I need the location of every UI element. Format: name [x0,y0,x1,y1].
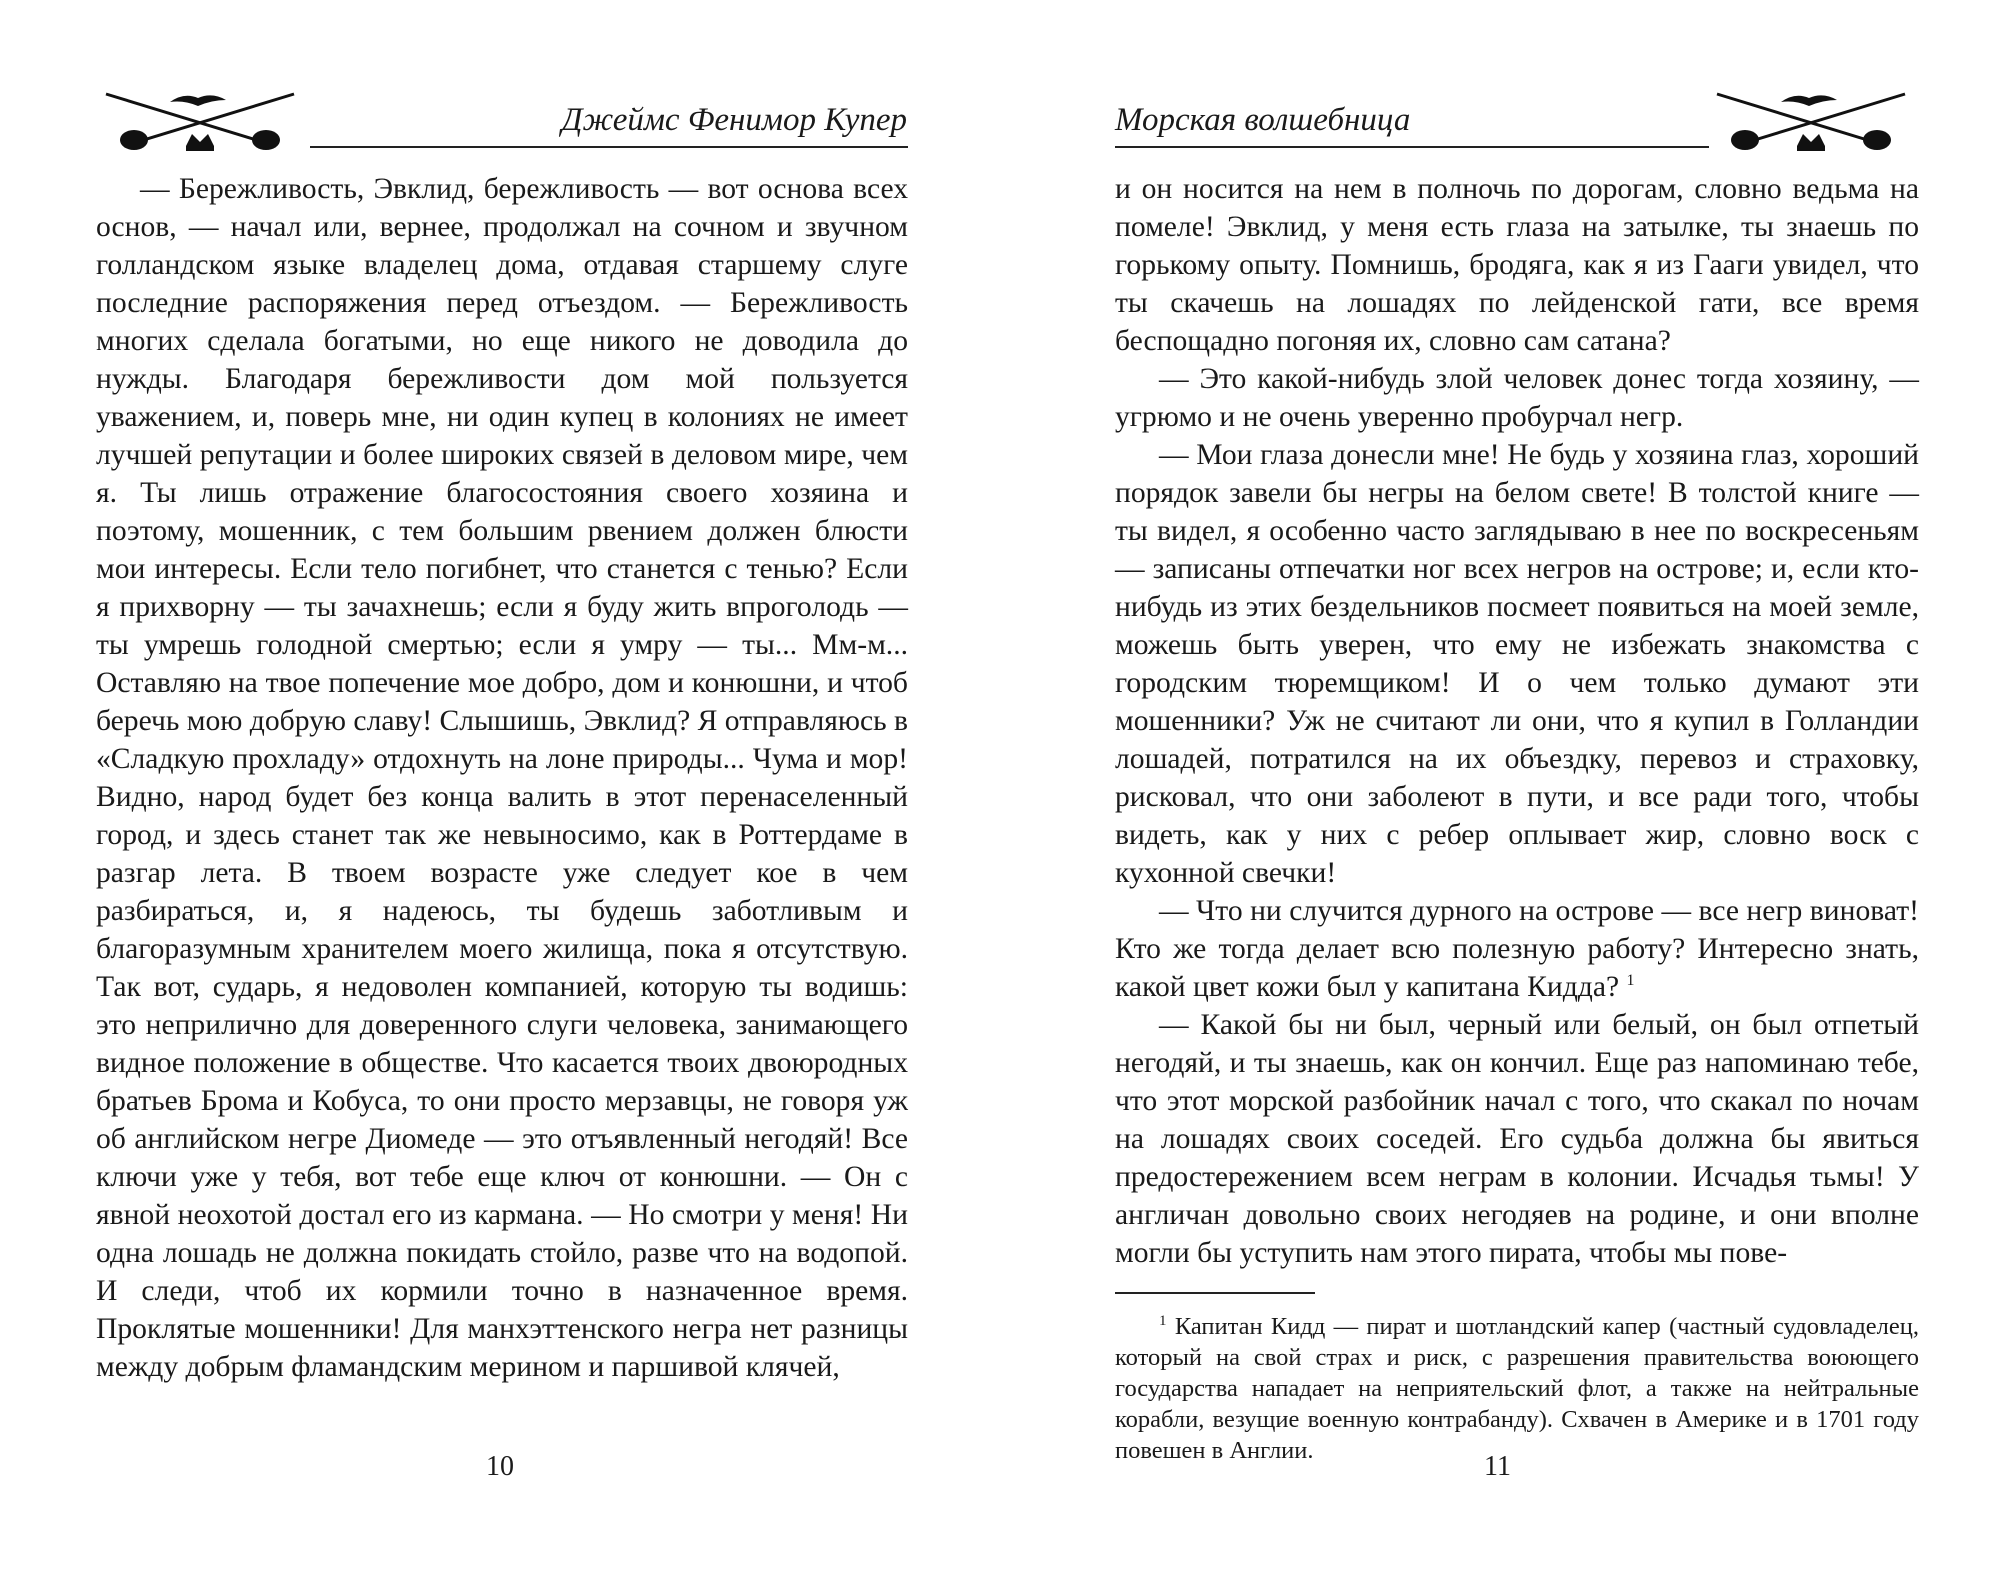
header-rule [1115,146,1709,148]
page-number: 11 [1484,1451,1511,1482]
footnote-marker: 1 [1159,1313,1167,1329]
crossed-swords-emblem-icon [100,80,300,160]
paragraph: и он носится на нем в полночь по дорогам, словно ведьма на помеле! Эвклид, у меня есть глаза на затылке, ты знаешь по горькому опыту. Помнишь, бродяга, как я из Гааги увидел, что ты скачешь на лошадях по лейденской гати, все время беспощадно погоняя их, словно сам сатана? [1115,173,1919,357]
paragraph: — Это какой-нибудь злой человек донес тогда хозяину, — угрюмо и не очень уверенно пробурчал негр. [1115,363,1919,433]
page-number: 10 [486,1451,514,1482]
paragraph [1115,892,1919,1006]
right-page [999,0,1998,1570]
paragraph: — Бережливость, Эвклид, бережливость — вот основа всех основ, — начал или, вернее, продолжал на сочном и звучном голландском языке владелец дома, отдавая старшему слуге последние распоряжения перед отъездом. — Бережливость многих сделала богатыми, но еще никого не доводила до нужды. Благодаря бережливости дом мой пользуется уважением, и, поверь мне, ни один купец в колониях не имеет лучшей репутации и более широких связей в деловом мире, чем я. Ты лишь отражение благосостояния своего хозяина и поэтому, мошенник, с тем большим рвением должен блюсти мои интересы. Если тело погибнет, что станется с тенью? Если я прихворну — ты зачахнешь; если я буду жить впроголодь — ты умрешь голодной смертью; если я умру — ты... Мм-м... Оставляю на твое попечение мое добро, дом и конюшни, и чтоб беречь мою добрую славу! Слышишь, Эвклид? Я отправляюсь в «Сладкую прохладу» отдохнуть на лоне природы... Чума и мор! Видно, народ будет без конца валить в этот перенаселенный город, и здесь станет так же невыносимо, как в Роттердаме в разгар лета. В твоем возрасте уже следует кое в чем разбираться, и, я надеюсь, ты будешь заботливым и благоразумным хранителем моего жилища, пока я отсутствую. Так вот, сударь, я недоволен компанией, которую ты водишь: это неприлично для доверенного слуги человека, занимающего видное положение в обществе. Что касается твоих двоюродных братьев Брома и Кобуса, то они просто мерзавцы, не говоря уж об английском негре Диомеде — это отъявленный негодяй! Все ключи уже у тебя, вот тебе еще ключ от конюшни. — Он с явной неохотой достал его из кармана. — Но смотри у меня! Ни одна лошадь не должна покидать стойло, разве что на водопой. И следи, чтоб их кормили точно в назначенное время. Проклятые мошенники! Для манхэттенского негра нет разницы между добрым фламандским мерином и паршивой клячей, [96,173,908,1383]
paragraph: — Какой бы ни был, черный или белый, он был отпетый негодяй, и ты знаешь, как он кончил. Еще раз напоминаю тебе, что этот морской разбойник начал с того, что скакал по ночам на лошадях своих соседей. Его судьба должна бы явиться предостережением всем неграм в колонии. Исчадья тьмы! У англичан довольно своих негодяев на родине, и они вполне могли бы уступить нам этого пирата, чтобы мы пове- [1115,1009,1919,1269]
body-text [96,170,908,1386]
footnote-rule [1115,1292,1315,1294]
header-rule [310,146,908,148]
body-text [1115,170,1919,1272]
footnote-text: Капитан Кидд — пират и шотландский капер (частный судовладелец, который на свой страх и риск, с разрешения правительства воюющего государства нападает на неприятельский флот, а также на нейтральные корабли, везущие военную контрабанду). Схвачен в Америке и в 1701 году повешен в Англии. [1115,1313,1919,1465]
running-head: Морская волшебница [1115,102,1411,138]
footnote [1115,1306,1919,1466]
running-head: Джеймс Фенимор Купер [561,102,907,138]
paragraph: — Мои глаза донесли мне! Не будь у хозяина глаз, хороший порядок завели бы негры на белом свете! В толстой книге — ты видел, я особенно часто заглядываю в нее по воскресеньям — записаны отпечатки ног всех негров на острове; и, если кто-нибудь из этих бездельников посмеет появиться на моей земле, можешь быть уверен, что ему не избежать знакомства с городским тюремщиком! И о чем только думают эти мошенники? Уж не считают ли они, что я купил в Голландии лошадей, потратился на их объездку, перевоз и страховку, рисковал, что они заболеют в пути, и все ради того, чтобы видеть, как у них с ребер оплывает жир, словно воск с кухонной свечки! [1115,439,1919,889]
footnote-reference: 1 [1626,972,1635,990]
crossed-swords-emblem-icon [1711,80,1911,160]
paragraph-text: — Что ни случится дурного на острове — все негр виноват! Кто же тогда делает всю полезную работу? Интересно знать, какой цвет кожи был у капитана Кидда? [1115,895,1919,1003]
